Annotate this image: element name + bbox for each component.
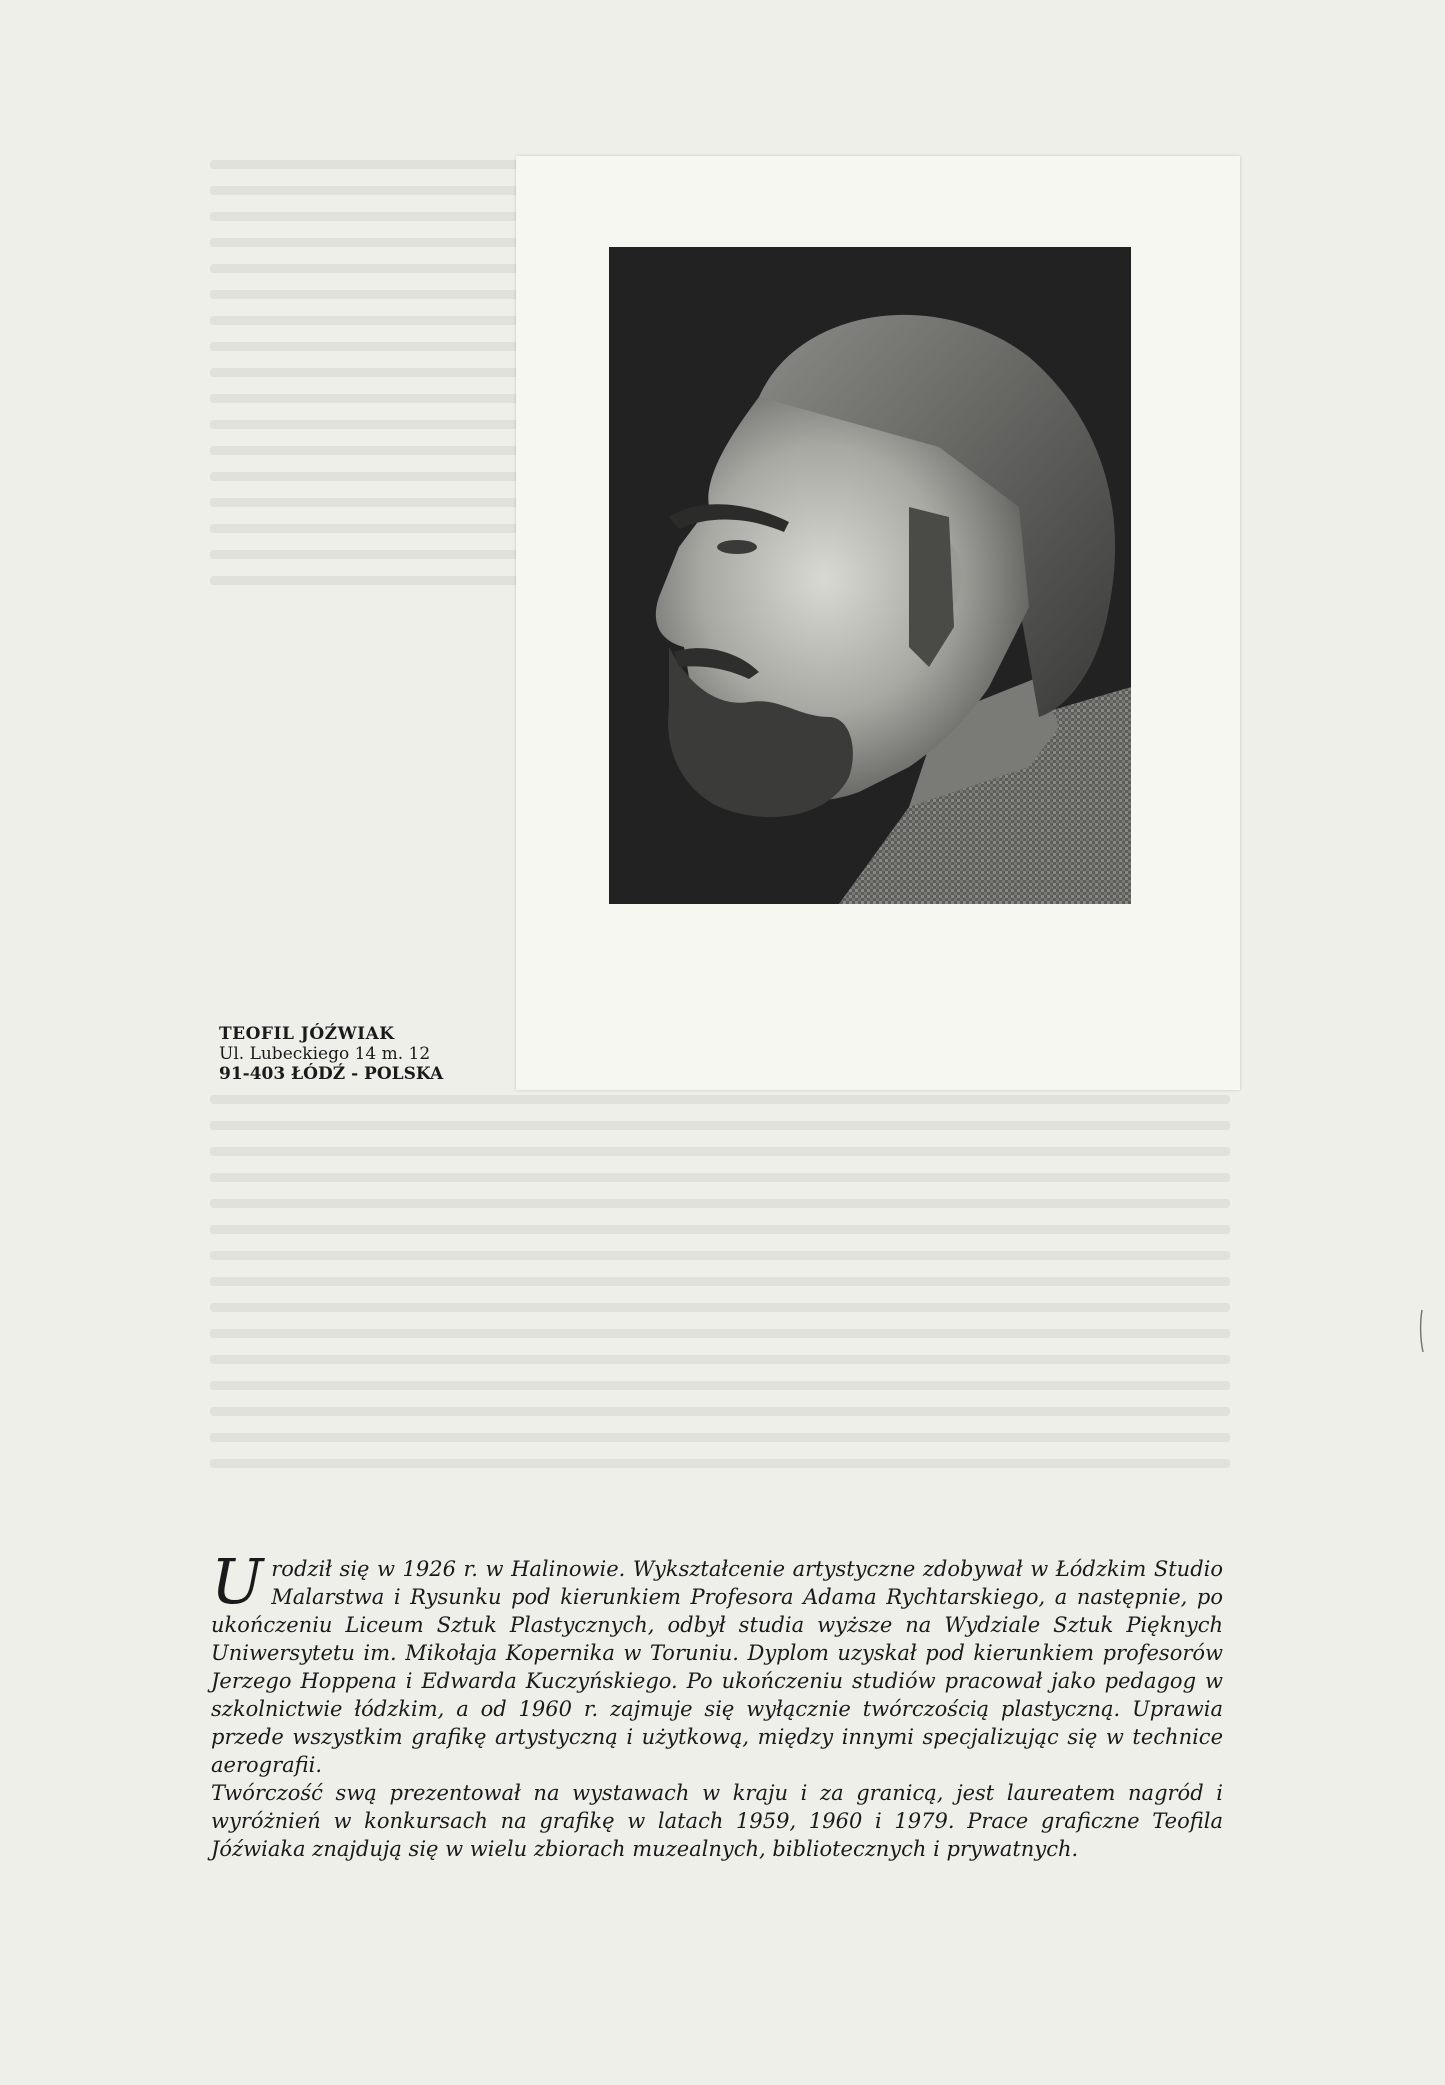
bio-paragraph-1-text: rodził się w 1926 r. w Halinowie. Wykształcenie artystyczne zdobywał w Łódzkim Studio Malarstwa i Rysunku pod kierunkiem Profesora Adama Rychtarskiego, a następnie, po ukończeniu Liceum Sztuk Plastycznych, odbył studia wyższe na Wydziale Sztuk Pięknych Uniwersytetu im. Mikołaja Kopernika w Toruniu. Dyplom uzyskał pod kierunkiem profesorów Jerzego Hoppena i Edwarda Kuczyńskiego. Po ukończeniu studiów pracował jako pedagog w szkolnictwie łódzkim, a od 1960 r. zajmuje się wyłącznie twórczością plastyczną. Uprawia przede wszystkim grafikę artystyczną i użytkową, między innymi specjalizując się w technice aerografii. <box>211 1557 1223 1777</box>
address-street: Ul. Lubeckiego 14 m. 12 <box>219 1044 431 1064</box>
address-city: 91-403 ŁÓDŹ - POLSKA <box>219 1064 444 1084</box>
bio-paragraph-1 <box>211 1545 1223 1779</box>
bio-paragraph-2: Twórczość swą prezentował na wystawach w kraju i za granicą, jest laureatem nagród i wyróżnień w konkursach na grafikę w latach 1959, 1960 i 1979. Prace graficzne Teofila Jóźwiaka znajdują się w wielu zbiorach muzealnych, bibliotecznych i prywatnych. <box>211 1781 1223 1861</box>
biography <box>211 1545 1223 1863</box>
photo-card <box>516 156 1240 1090</box>
drop-cap: U <box>211 1545 264 1618</box>
address-block <box>219 1024 443 1084</box>
address-name: TEOFIL JÓŹWIAK <box>219 1024 395 1044</box>
pencil-mark <box>1419 1310 1425 1352</box>
portrait-photo <box>609 247 1131 904</box>
portrait-illustration <box>609 247 1131 904</box>
show-through-lower <box>210 1095 1230 1555</box>
